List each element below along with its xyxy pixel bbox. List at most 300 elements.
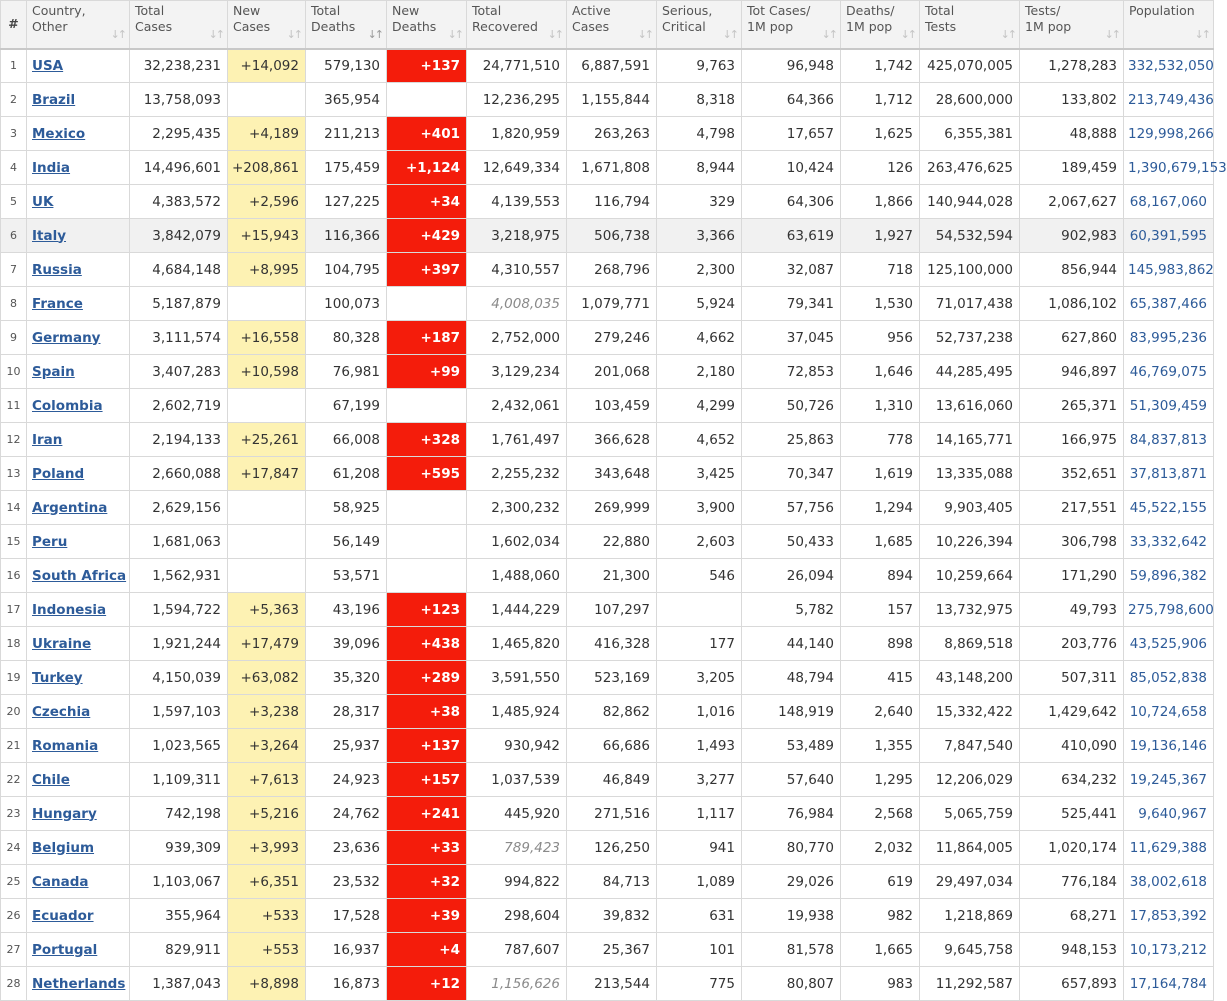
cell-total-deaths xyxy=(306,729,387,763)
cell-population xyxy=(1124,83,1214,117)
cell-value: 787,607 xyxy=(504,941,560,958)
cell-rank xyxy=(1,185,27,219)
country-link[interactable]: Indonesia xyxy=(32,601,107,618)
cell-rank xyxy=(1,763,27,797)
cell-value: 1,156,626 xyxy=(491,975,560,992)
cell-total-recovered xyxy=(467,661,567,695)
cell-value: 10 xyxy=(6,365,21,378)
cell-deaths-per-1m xyxy=(841,967,920,1001)
cell-serious-critical xyxy=(657,865,742,899)
country-link[interactable]: Canada xyxy=(32,873,89,890)
column-header-tests-per-1m[interactable] xyxy=(1020,1,1124,49)
cell-country[interactable] xyxy=(27,491,130,525)
cell-value: 445,920 xyxy=(504,805,560,822)
cell-country[interactable] xyxy=(27,355,130,389)
country-link[interactable]: Ecuador xyxy=(32,907,94,924)
column-header-cases-per-1m[interactable] xyxy=(742,1,841,49)
sort-arrows-icon[interactable]: ↓↑ xyxy=(900,27,915,41)
cell-value: 24,762 xyxy=(332,805,380,822)
cell-value: 171,290 xyxy=(1061,567,1117,584)
cell-value: 32,087 xyxy=(786,261,834,278)
cell-total-recovered xyxy=(467,355,567,389)
cell-total-recovered xyxy=(467,321,567,355)
cell-value: 2,180 xyxy=(696,363,735,380)
cell-country[interactable] xyxy=(27,661,130,695)
cell-deaths-per-1m xyxy=(841,763,920,797)
cell-value: 19,938 xyxy=(786,907,834,924)
cell-new-deaths xyxy=(387,729,467,763)
country-link[interactable]: Turkey xyxy=(32,669,83,686)
cell-value: 9,903,405 xyxy=(944,499,1013,516)
cell-value: 68,167,060 xyxy=(1129,193,1207,210)
cell-total-recovered xyxy=(467,763,567,797)
cell-new-cases xyxy=(228,593,306,627)
sort-arrows-icon[interactable]: ↓↑ xyxy=(1000,27,1015,41)
country-link[interactable]: Belgium xyxy=(32,839,95,856)
cell-value: 1,465,820 xyxy=(491,635,560,652)
country-link[interactable]: Russia xyxy=(32,261,82,278)
table-row xyxy=(1,763,1214,797)
cell-population xyxy=(1124,49,1214,83)
cell-country[interactable] xyxy=(27,729,130,763)
cell-value: 3,407,283 xyxy=(152,363,221,380)
cell-deaths-per-1m xyxy=(841,661,920,695)
cell-value: 3,129,234 xyxy=(491,363,560,380)
cell-new-deaths xyxy=(387,423,467,457)
cell-active-cases xyxy=(567,865,657,899)
cell-country[interactable] xyxy=(27,627,130,661)
cell-serious-critical xyxy=(657,593,742,627)
cell-rank xyxy=(1,967,27,1001)
country-link[interactable]: Hungary xyxy=(32,805,97,822)
cell-value: 352,651 xyxy=(1061,465,1117,482)
sort-arrows-icon[interactable]: ↓↑ xyxy=(637,27,652,41)
cell-deaths-per-1m xyxy=(841,185,920,219)
cell-value: 10,724,658 xyxy=(1129,703,1207,720)
cell-value: 71,017,438 xyxy=(935,295,1013,312)
cell-tests-per-1m xyxy=(1020,559,1124,593)
cell-value: 49,793 xyxy=(1069,601,1117,618)
sort-arrows-icon[interactable]: ↓↑ xyxy=(722,27,737,41)
cell-total-deaths xyxy=(306,185,387,219)
cell-cases-per-1m xyxy=(742,321,841,355)
cell-value: +2,596 xyxy=(249,193,299,210)
cell-value: +8,898 xyxy=(249,975,299,992)
table-row xyxy=(1,253,1214,287)
country-link[interactable]: Portugal xyxy=(32,941,98,958)
cell-value: 60,391,595 xyxy=(1129,227,1207,244)
cell-value: 59,896,382 xyxy=(1129,567,1207,584)
cell-value: 81,578 xyxy=(786,941,834,958)
column-header-rank[interactable] xyxy=(1,1,27,49)
cell-serious-critical xyxy=(657,389,742,423)
cell-new-cases xyxy=(228,423,306,457)
cell-deaths-per-1m xyxy=(841,831,920,865)
cell-value: 366,628 xyxy=(594,431,650,448)
country-link[interactable]: Peru xyxy=(32,533,68,550)
cell-serious-critical xyxy=(657,831,742,865)
cell-value: 6,887,591 xyxy=(581,57,650,74)
sort-arrows-icon[interactable]: ↓↑ xyxy=(1194,27,1209,41)
cell-tests-per-1m xyxy=(1020,661,1124,695)
cell-new-cases xyxy=(228,491,306,525)
column-header-label: Active Cases xyxy=(572,3,611,34)
cell-country[interactable] xyxy=(27,525,130,559)
country-link[interactable]: Brazil xyxy=(32,91,76,108)
cell-value: 103,459 xyxy=(594,397,650,414)
cell-value: 28 xyxy=(6,977,21,990)
cell-value: 15 xyxy=(6,535,21,548)
table-row xyxy=(1,423,1214,457)
cell-rank xyxy=(1,593,27,627)
cell-country[interactable] xyxy=(27,593,130,627)
cell-total-recovered xyxy=(467,457,567,491)
cell-active-cases xyxy=(567,491,657,525)
cell-country[interactable] xyxy=(27,763,130,797)
cell-total-cases xyxy=(130,117,228,151)
sort-arrows-icon[interactable]: ↓↑ xyxy=(208,27,223,41)
cell-tests-per-1m xyxy=(1020,967,1124,1001)
cell-cases-per-1m xyxy=(742,695,841,729)
cell-value: +6,351 xyxy=(249,873,299,890)
sort-arrows-icon[interactable]: ↓↑ xyxy=(547,27,562,41)
table-row xyxy=(1,661,1214,695)
cell-total-tests xyxy=(920,559,1020,593)
cell-value: 627,860 xyxy=(1061,329,1117,346)
cell-value: 4,139,553 xyxy=(491,193,560,210)
cell-new-deaths xyxy=(387,287,467,321)
cell-total-deaths xyxy=(306,117,387,151)
cell-value: 1,921,244 xyxy=(152,635,221,652)
cell-value: 125,100,000 xyxy=(927,261,1013,278)
cell-country[interactable] xyxy=(27,389,130,423)
column-header-new-deaths[interactable] xyxy=(387,1,467,49)
column-header-active-cases[interactable] xyxy=(567,1,657,49)
cell-value: 9,645,758 xyxy=(944,941,1013,958)
cell-country[interactable] xyxy=(27,287,130,321)
sort-arrows-icon[interactable]: ↓↑ xyxy=(367,27,382,41)
country-link[interactable]: Czechia xyxy=(32,703,91,720)
cell-new-deaths xyxy=(387,763,467,797)
column-header-deaths-per-1m[interactable] xyxy=(841,1,920,49)
cell-total-tests xyxy=(920,253,1020,287)
cell-country[interactable] xyxy=(27,865,130,899)
cell-value: 107,297 xyxy=(594,601,650,618)
cell-value: 56,149 xyxy=(332,533,380,550)
cell-value: 3,591,550 xyxy=(491,669,560,686)
cell-value: 1,103,067 xyxy=(152,873,221,890)
cell-value: 16 xyxy=(6,569,21,582)
cell-deaths-per-1m xyxy=(841,287,920,321)
cell-value: 4 xyxy=(10,161,17,174)
cell-value: 894 xyxy=(887,567,913,584)
cell-country[interactable] xyxy=(27,49,130,83)
cell-active-cases xyxy=(567,287,657,321)
sort-arrows-icon[interactable]: ↓↑ xyxy=(821,27,836,41)
cell-new-deaths xyxy=(387,899,467,933)
cell-total-deaths xyxy=(306,865,387,899)
sort-arrows-icon[interactable]: ↓↑ xyxy=(286,27,301,41)
cell-value: 10,226,394 xyxy=(935,533,1013,550)
cell-population xyxy=(1124,695,1214,729)
column-header-population[interactable] xyxy=(1124,1,1214,49)
column-header-country[interactable] xyxy=(27,1,130,49)
cell-population xyxy=(1124,593,1214,627)
cell-value: 4,008,035 xyxy=(491,295,560,312)
column-header-total-deaths[interactable] xyxy=(306,1,387,49)
country-link[interactable]: Romania xyxy=(32,737,99,754)
country-link[interactable]: France xyxy=(32,295,83,312)
cell-population xyxy=(1124,865,1214,899)
cell-country[interactable] xyxy=(27,423,130,457)
cell-population xyxy=(1124,253,1214,287)
table-row xyxy=(1,525,1214,559)
cell-value: 84,837,813 xyxy=(1129,431,1207,448)
table-row xyxy=(1,117,1214,151)
country-link[interactable]: Colombia xyxy=(32,397,103,414)
cell-value: 10,259,664 xyxy=(935,567,1013,584)
cell-total-deaths xyxy=(306,423,387,457)
cell-total-deaths xyxy=(306,559,387,593)
cell-value: 15,332,422 xyxy=(935,703,1013,720)
cell-total-tests xyxy=(920,355,1020,389)
cell-country[interactable] xyxy=(27,967,130,1001)
cell-tests-per-1m xyxy=(1020,389,1124,423)
cell-deaths-per-1m xyxy=(841,151,920,185)
cell-value: 6 xyxy=(10,229,17,242)
cell-total-recovered xyxy=(467,967,567,1001)
cell-value: 33,332,642 xyxy=(1129,533,1207,550)
cell-tests-per-1m xyxy=(1020,423,1124,457)
cell-value: 1,355 xyxy=(874,737,913,754)
cell-rank xyxy=(1,865,27,899)
cell-country[interactable] xyxy=(27,457,130,491)
table-row xyxy=(1,865,1214,899)
cell-serious-critical xyxy=(657,355,742,389)
cell-population xyxy=(1124,933,1214,967)
sort-arrows-icon[interactable]: ↓↑ xyxy=(110,27,125,41)
cell-value: 1,155,844 xyxy=(581,91,650,108)
cell-value: 983 xyxy=(887,975,913,992)
cell-new-cases xyxy=(228,185,306,219)
cell-value: 80,770 xyxy=(786,839,834,856)
cell-population xyxy=(1124,763,1214,797)
country-link[interactable]: Chile xyxy=(32,771,70,788)
cell-tests-per-1m xyxy=(1020,287,1124,321)
cell-deaths-per-1m xyxy=(841,559,920,593)
cell-new-deaths xyxy=(387,49,467,83)
cell-deaths-per-1m xyxy=(841,491,920,525)
country-link[interactable]: Italy xyxy=(32,227,67,244)
cell-value: 13,616,060 xyxy=(935,397,1013,414)
cell-total-tests xyxy=(920,695,1020,729)
cell-population xyxy=(1124,117,1214,151)
column-header-total-tests[interactable] xyxy=(920,1,1020,49)
cell-country[interactable] xyxy=(27,559,130,593)
cell-value: +10,598 xyxy=(240,363,299,380)
column-header-total-cases[interactable] xyxy=(130,1,228,49)
cell-country[interactable] xyxy=(27,695,130,729)
country-link[interactable]: UK xyxy=(32,193,54,210)
cell-value: 66,008 xyxy=(332,431,380,448)
cell-value: 25,367 xyxy=(602,941,650,958)
cell-cases-per-1m xyxy=(742,389,841,423)
cell-new-deaths xyxy=(387,797,467,831)
cell-total-deaths xyxy=(306,389,387,423)
cell-rank xyxy=(1,49,27,83)
cell-value: 28,317 xyxy=(332,703,380,720)
cell-population xyxy=(1124,185,1214,219)
cell-country[interactable] xyxy=(27,321,130,355)
cell-country[interactable] xyxy=(27,151,130,185)
cell-value: 50,433 xyxy=(786,533,834,550)
cell-value: 76,984 xyxy=(786,805,834,822)
column-header-total-recovered[interactable] xyxy=(467,1,567,49)
country-link[interactable]: USA xyxy=(32,57,64,74)
cell-value: 17,164,784 xyxy=(1129,975,1207,992)
cell-value: 1,646 xyxy=(874,363,913,380)
cell-cases-per-1m xyxy=(742,627,841,661)
cell-value: 83,995,236 xyxy=(1129,329,1207,346)
cell-total-recovered xyxy=(467,423,567,457)
cell-total-recovered xyxy=(467,83,567,117)
sort-arrows-icon[interactable]: ↓↑ xyxy=(1104,27,1119,41)
cell-value: 46,849 xyxy=(602,771,650,788)
country-link[interactable]: Spain xyxy=(32,363,75,380)
cell-total-tests xyxy=(920,287,1020,321)
cell-population xyxy=(1124,151,1227,185)
cell-tests-per-1m xyxy=(1020,49,1124,83)
cell-value: 956 xyxy=(887,329,913,346)
column-header-new-cases[interactable] xyxy=(228,1,306,49)
country-link[interactable]: Ukraine xyxy=(32,635,92,652)
cell-value: 9 xyxy=(10,331,17,344)
country-link[interactable]: Germany xyxy=(32,329,101,346)
cell-country[interactable] xyxy=(27,185,130,219)
cell-active-cases xyxy=(567,49,657,83)
cell-total-cases xyxy=(130,83,228,117)
cell-country[interactable] xyxy=(27,797,130,831)
cell-new-deaths xyxy=(387,389,467,423)
cell-total-cases xyxy=(130,491,228,525)
country-link[interactable]: Netherlands xyxy=(32,975,126,992)
cell-total-cases xyxy=(130,695,228,729)
cell-value: 46,769,075 xyxy=(1129,363,1207,380)
cell-population xyxy=(1124,321,1214,355)
cell-country[interactable] xyxy=(27,253,130,287)
cell-value: 1,594,722 xyxy=(152,601,221,618)
cell-new-deaths xyxy=(387,219,467,253)
cell-value: 18 xyxy=(6,637,21,650)
cell-value: +3,264 xyxy=(249,737,299,754)
country-link[interactable]: India xyxy=(32,159,71,176)
country-link[interactable]: Mexico xyxy=(32,125,86,142)
cell-country[interactable] xyxy=(27,933,130,967)
cell-country[interactable] xyxy=(27,117,130,151)
cell-value: 44,285,495 xyxy=(935,363,1013,380)
cell-value: 3,366 xyxy=(696,227,735,244)
cell-total-cases xyxy=(130,355,228,389)
cell-total-recovered xyxy=(467,117,567,151)
cell-value: 63,619 xyxy=(786,227,834,244)
cell-value: +328 xyxy=(420,431,460,448)
cell-total-cases xyxy=(130,865,228,899)
cell-total-cases xyxy=(130,457,228,491)
column-header-serious-critical[interactable] xyxy=(657,1,742,49)
cell-serious-critical xyxy=(657,491,742,525)
cell-value: 4,299 xyxy=(696,397,735,414)
cell-population xyxy=(1124,389,1214,423)
cell-value: 415 xyxy=(887,669,913,686)
cell-active-cases xyxy=(567,559,657,593)
sort-arrows-icon[interactable]: ↓↑ xyxy=(447,27,462,41)
cell-value: 68,271 xyxy=(1069,907,1117,924)
cell-value: +3,993 xyxy=(249,839,299,856)
cell-value: +553 xyxy=(261,941,299,958)
cell-new-deaths xyxy=(387,525,467,559)
cell-cases-per-1m xyxy=(742,899,841,933)
cell-country[interactable] xyxy=(27,83,130,117)
cell-population xyxy=(1124,729,1214,763)
cell-country[interactable] xyxy=(27,831,130,865)
cell-value: 1,444,229 xyxy=(491,601,560,618)
cell-tests-per-1m xyxy=(1020,355,1124,389)
cell-active-cases xyxy=(567,695,657,729)
cell-value: 4,684,148 xyxy=(152,261,221,278)
cell-value: 10,424 xyxy=(786,159,834,176)
cell-value: 11,292,587 xyxy=(935,975,1013,992)
cell-rank xyxy=(1,933,27,967)
cell-new-deaths xyxy=(387,185,467,219)
cell-total-deaths xyxy=(306,491,387,525)
cell-value: 19 xyxy=(6,671,21,684)
cell-value: 263,476,625 xyxy=(927,159,1013,176)
country-link[interactable]: Iran xyxy=(32,431,63,448)
cell-value: 38,002,618 xyxy=(1129,873,1207,890)
cell-value: +4 xyxy=(439,941,460,958)
cell-value: 902,983 xyxy=(1061,227,1117,244)
country-link[interactable]: Poland xyxy=(32,465,85,482)
country-link[interactable]: Argentina xyxy=(32,499,108,516)
cell-value: 1,020,174 xyxy=(1048,839,1117,856)
cell-rank xyxy=(1,491,27,525)
cell-cases-per-1m xyxy=(742,933,841,967)
cell-value: 67,199 xyxy=(332,397,380,414)
cell-total-tests xyxy=(920,627,1020,661)
cell-value: 1,742 xyxy=(874,57,913,74)
cell-serious-critical xyxy=(657,253,742,287)
cell-active-cases xyxy=(567,933,657,967)
cell-serious-critical xyxy=(657,559,742,593)
country-link[interactable]: South Africa xyxy=(32,567,127,584)
cell-value: 5,187,879 xyxy=(152,295,221,312)
cell-country[interactable] xyxy=(27,219,130,253)
cell-value: 1,079,771 xyxy=(581,295,650,312)
cell-value: 8 xyxy=(10,297,17,310)
cell-value: 1,488,060 xyxy=(491,567,560,584)
cell-value: 329 xyxy=(709,193,735,210)
cell-country[interactable] xyxy=(27,899,130,933)
cell-total-tests xyxy=(920,865,1020,899)
cell-total-tests xyxy=(920,185,1020,219)
cell-total-deaths xyxy=(306,49,387,83)
cell-value: 410,090 xyxy=(1061,737,1117,754)
cell-serious-critical xyxy=(657,933,742,967)
cell-value: 2,568 xyxy=(874,805,913,822)
cell-total-cases xyxy=(130,185,228,219)
cell-cases-per-1m xyxy=(742,661,841,695)
cell-total-deaths xyxy=(306,593,387,627)
